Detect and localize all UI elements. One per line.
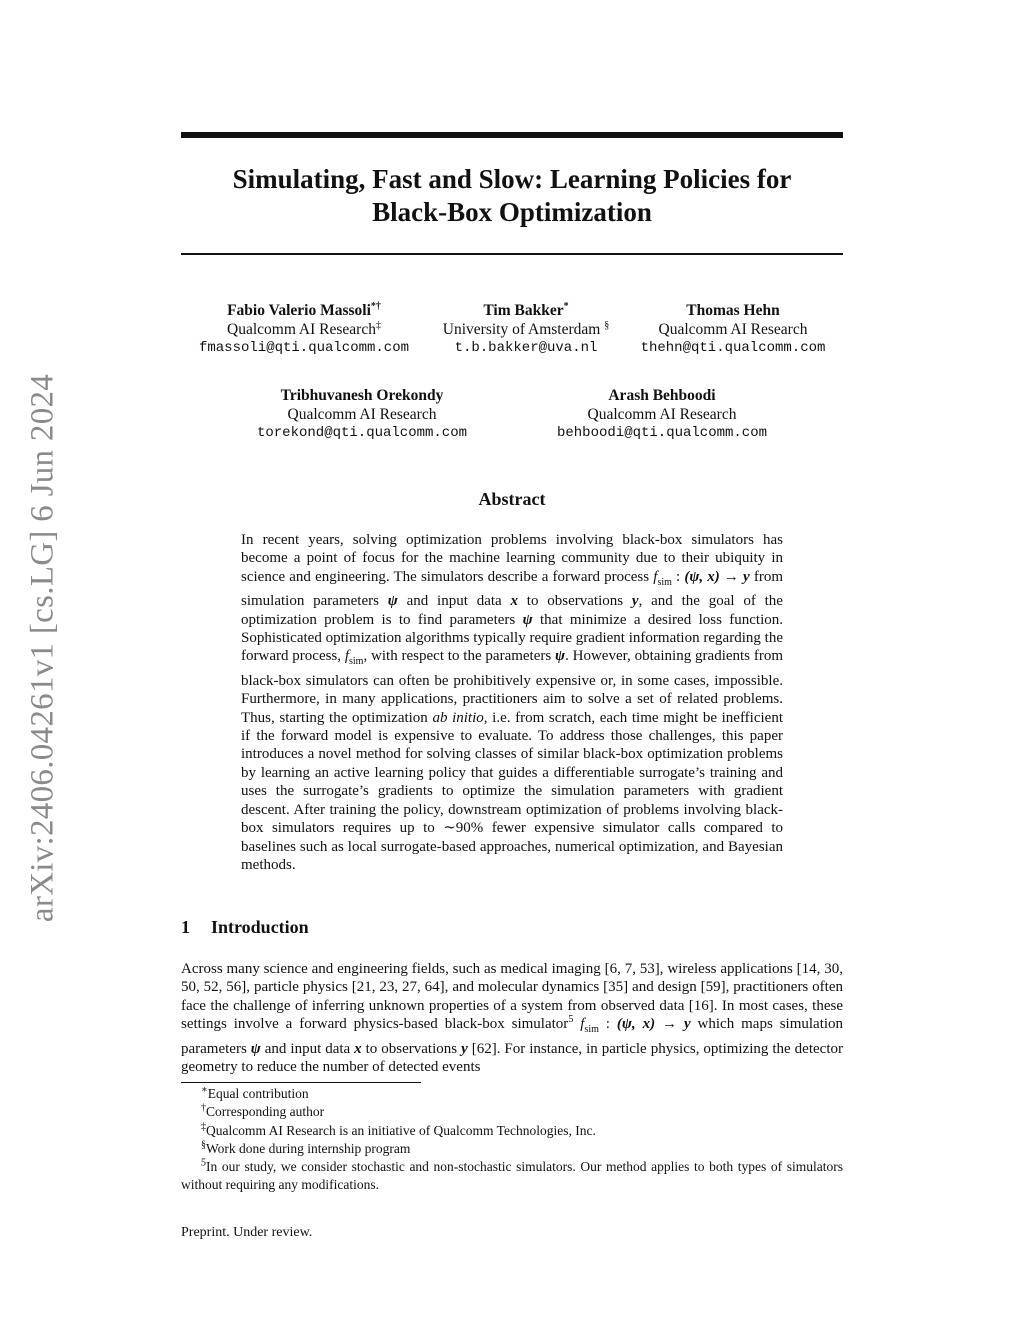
author-block (557, 386, 767, 443)
footnote: $^5$In our study, we consider stochastic and non-stochastic simulators. Our method applies to both types of simulators without requiring any modifications. (181, 1157, 843, 1193)
author-block (641, 301, 826, 358)
author-marks: * (563, 300, 569, 312)
affiliation-mark: ‡ (375, 319, 381, 331)
abstract-heading: Abstract (478, 489, 546, 509)
author-name: Thomas Hehn (686, 302, 780, 319)
affiliation-mark: § (604, 319, 610, 331)
arxiv-identifier: arXiv:2406.04261v1 [cs.LG] 6 Jun 2024 (24, 373, 61, 923)
author-name: Tribhuvanesh Orekondy (280, 387, 444, 404)
abstract-text: In recent years, solving optimization problems involving black-box simulators has become a point of focus for the machine learning community due to their ubiquity in science and engineering. The simulators describe a forward process $f_{sim}$ : (ψ, x) → y from simulation parameters ψ and input data x to observations y, and the goal of the optimization problem is to find parameters ψ that minimize a desired loss function. Sophisticated optimization algorithms typically require gradient information regarding the forward process, $f_{sim}$, with respect to the parameters ψ. However, obtaining gradients from black-box simulators can often be prohibitively expensive or, in some cases, impossible. Furthermore, in many applications, practitioners aim to solve a set of related problems. Thus, starting the optimization ab initio, i.e. from scratch, each time might be inefficient if the forward model is expensive to evaluate. To address those challenges, this paper introduces a novel method for solving classes of similar black-box optimization problems by learning an active learning policy that guides a differentiable surrogate’s training and uses the surrogate’s gradients to optimize the simulation parameters with gradient descent. After training the policy, downstream optimization of problems involving black-box simulators requires up to ∼90% fewer expensive simulator calls compared to baselines such as local surrogate-based approaches, numerical optimization, and Bayesian methods. (241, 532, 784, 873)
author-affiliation: Qualcomm AI Research (587, 406, 737, 423)
footnotes (181, 1085, 843, 1195)
author-email[interactable]: behboodi@qti.qualcomm.com (556, 425, 768, 441)
footnote-rule (181, 1082, 421, 1083)
author-block (443, 301, 609, 358)
author-marks: *† (370, 300, 381, 312)
author-name: Tim Bakker (483, 302, 564, 319)
author-email[interactable]: thehn@qti.qualcomm.com (640, 340, 826, 356)
section-heading-introduction (181, 917, 309, 938)
title-rule-bottom (181, 253, 843, 255)
preprint-notice: Preprint. Under review. (181, 1225, 313, 1240)
author-block (199, 301, 409, 358)
author-block (257, 386, 467, 443)
paper-title (181, 163, 843, 229)
author-affiliation: Qualcomm AI Research (287, 406, 437, 423)
author-name: Arash Behboodi (608, 387, 716, 404)
author-affiliation: Qualcomm AI Research (658, 321, 808, 338)
author-email[interactable]: fmassoli@qti.qualcomm.com (198, 340, 410, 356)
author-affiliation: Qualcomm AI Research (227, 321, 376, 338)
section-number: 1 (181, 917, 190, 937)
section-title: Introduction (211, 917, 309, 937)
title-line-1: Simulating, Fast and Slow: Learning Policies for (232, 164, 792, 194)
footnote: §Work done during internship program (201, 1139, 411, 1156)
author-name: Fabio Valerio Massoli (227, 302, 371, 319)
author-affiliation: University of Amsterdam (442, 321, 601, 338)
introduction-text: Across many science and engineering fields, such as medical imaging [6, 7, 53], wireless applications [14, 30, 50, 52, 56], particle physics [21, 23, 27, 64], and molecular dynamics [35] and design [59], practitioners often face the challenge of inferring unknown properties of a system from observed data [16]. In most cases, these settings involve a forward physics-based black-box simulator$^5$ $f_{sim}$ : (ψ, x) → y which maps simulation parameters ψ and input data x to observations y [62]. For instance, in particle physics, optimizing the detector geometry to reduce the number of detected events (181, 961, 844, 1076)
title-rule-top (181, 132, 843, 138)
title-line-2: Black-Box Optimization (372, 197, 652, 227)
author-email[interactable]: torekond@qti.qualcomm.com (256, 425, 468, 441)
footnote: †Corresponding author (201, 1102, 325, 1120)
footnote-ref[interactable]: 5 (568, 1014, 574, 1026)
footnote: ‡Qualcomm AI Research is an initiative of Qualcomm Technologies, Inc. (201, 1121, 596, 1138)
footnote: ∗Equal contribution (201, 1084, 309, 1101)
author-email[interactable]: t.b.bakker@uva.nl (454, 340, 598, 356)
